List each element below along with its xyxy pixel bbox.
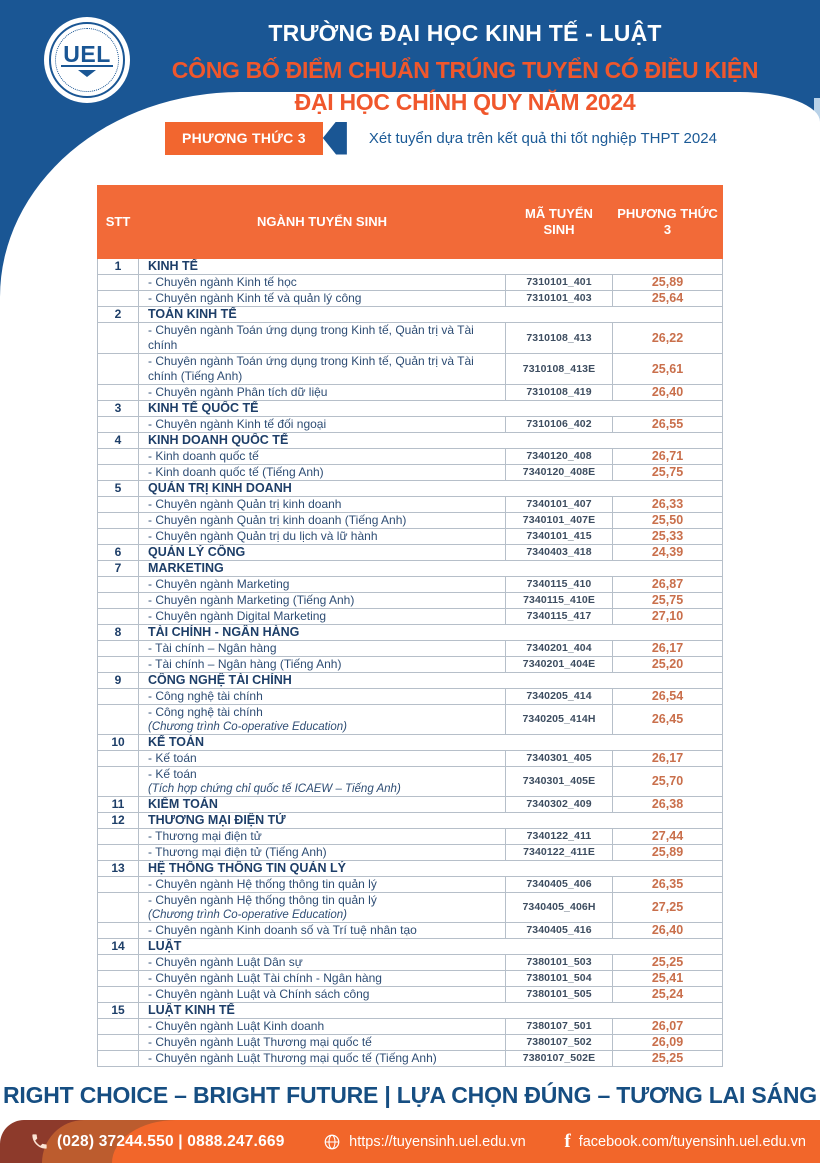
major-name: THƯƠNG MẠI ĐIỆN TỬ (148, 813, 286, 827)
major-name: - Thương mại điện tử (Tiếng Anh) (148, 845, 327, 859)
name-cell (139, 449, 506, 465)
score-cell: 25,24 (613, 987, 723, 1003)
school-name: TRƯỜNG ĐẠI HỌC KINH TẾ - LUẬT (268, 20, 662, 46)
score-cell: 26,22 (613, 323, 723, 354)
score-cell: 25,75 (613, 465, 723, 481)
major-row (98, 923, 723, 939)
code-cell: 7340301_405 (506, 751, 613, 767)
code-cell: 7310108_419 (506, 385, 613, 401)
major-group-row (98, 673, 723, 689)
stt-cell (98, 1035, 139, 1051)
score-cell: 25,89 (613, 845, 723, 861)
code-cell: 7340101_407 (506, 497, 613, 513)
slogan: RIGHT CHOICE – BRIGHT FUTURE | LỰA CHỌN ĐÚNG – TƯƠNG LAI SÁNG (2, 1082, 817, 1108)
name-cell (139, 893, 506, 923)
name-cell (139, 497, 506, 513)
major-name: - Chuyên ngành Luật Kinh doanh (148, 1019, 325, 1033)
name-cell (139, 307, 723, 323)
stt-cell (98, 705, 139, 735)
stt-cell: 11 (98, 797, 139, 813)
code-cell: 7340403_418 (506, 545, 613, 561)
major-name: - Chuyên ngành Kinh tế và quản lý công (148, 291, 362, 305)
score-cell: 25,64 (613, 291, 723, 307)
stt-cell (98, 1019, 139, 1035)
major-row (98, 987, 723, 1003)
major-group-row (98, 625, 723, 641)
major-group-row (98, 797, 723, 813)
major-row (98, 417, 723, 433)
major-note: (Chương trình Co-operative Education) (148, 909, 347, 921)
major-group-row (98, 307, 723, 323)
university-logo (44, 17, 130, 103)
name-cell (139, 705, 506, 735)
major-note: (Chương trình Co-operative Education) (148, 721, 347, 733)
major-name: KINH TẾ (148, 259, 198, 273)
name-cell (139, 577, 506, 593)
col-header-phuong-thuc-number: 3 (663, 222, 672, 237)
code-cell: 7340405_416 (506, 923, 613, 939)
name-cell (139, 751, 506, 767)
stt-cell: 3 (98, 401, 139, 417)
logo-monogram (44, 17, 130, 103)
major-name: TOÁN KINH TẾ (148, 307, 237, 321)
col-header-phuong-thuc (613, 186, 723, 259)
code-cell: 7380101_505 (506, 987, 613, 1003)
stt-cell (98, 877, 139, 893)
name-cell (139, 861, 723, 877)
code-cell: 7340122_411 (506, 829, 613, 845)
major-group-row (98, 1003, 723, 1019)
major-row (98, 465, 723, 481)
name-cell (139, 354, 506, 385)
major-row (98, 275, 723, 291)
name-cell (139, 465, 506, 481)
name-cell (139, 735, 723, 751)
name-cell (139, 657, 506, 673)
stt-cell: 2 (98, 307, 139, 323)
stt-cell (98, 641, 139, 657)
name-cell (139, 385, 506, 401)
major-name: - Chuyên ngành Hệ thống thông tin quản lý (148, 893, 377, 907)
stt-cell (98, 689, 139, 705)
stt-cell (98, 1051, 139, 1067)
score-cell: 25,25 (613, 1051, 723, 1067)
code-cell: 7340201_404 (506, 641, 613, 657)
major-row (98, 593, 723, 609)
name-cell (139, 323, 506, 354)
method-badge: PHƯƠNG THỨC 3 (165, 122, 323, 155)
code-cell: 7380101_503 (506, 955, 613, 971)
stt-cell: 13 (98, 861, 139, 877)
name-cell (139, 529, 506, 545)
major-name: - Chuyên ngành Luật Thương mại quốc tế (Tiếng Anh) (148, 1051, 437, 1065)
contact-bar (0, 1120, 820, 1163)
score-cell: 26,87 (613, 577, 723, 593)
name-cell (139, 609, 506, 625)
code-cell: 7310108_413E (506, 354, 613, 385)
stt-cell (98, 513, 139, 529)
code-cell: 7340101_407E (506, 513, 613, 529)
score-cell: 26,40 (613, 923, 723, 939)
name-cell (139, 1035, 506, 1051)
major-group-row (98, 939, 723, 955)
major-row (98, 705, 723, 735)
major-group-row (98, 545, 723, 561)
major-name: - Công nghệ tài chính (148, 705, 263, 719)
major-name: - Chuyên ngành Luật Dân sự (148, 955, 303, 969)
stt-cell (98, 829, 139, 845)
stt-cell (98, 497, 139, 513)
major-row (98, 751, 723, 767)
major-name: KẾ TOÁN (148, 735, 205, 749)
name-cell (139, 545, 506, 561)
name-cell (139, 767, 506, 797)
major-note: (Tích hợp chứng chỉ quốc tế ICAEW – Tiếng Anh) (148, 783, 401, 795)
stt-cell (98, 751, 139, 767)
code-cell: 7340101_415 (506, 529, 613, 545)
code-cell: 7310101_401 (506, 275, 613, 291)
major-name: - Chuyên ngành Quản trị kinh doanh (148, 497, 342, 511)
name-cell (139, 877, 506, 893)
facebook-url: facebook.com/tuyensinh.uel.edu.vn (578, 1133, 807, 1150)
score-cell: 26,45 (613, 705, 723, 735)
stt-cell: 4 (98, 433, 139, 449)
name-cell (139, 1019, 506, 1035)
name-cell (139, 1051, 506, 1067)
admission-scores-table (97, 185, 723, 1067)
major-row (98, 291, 723, 307)
stt-cell: 5 (98, 481, 139, 497)
score-cell: 26,54 (613, 689, 723, 705)
score-cell: 25,61 (613, 354, 723, 385)
name-cell (139, 829, 506, 845)
name-cell (139, 673, 723, 689)
major-name: - Chuyên ngành Luật và Chính sách công (148, 987, 370, 1001)
major-row (98, 971, 723, 987)
code-cell: 7380101_504 (506, 971, 613, 987)
major-name: - Chuyên ngành Phân tích dữ liệu (148, 385, 328, 399)
code-cell: 7340405_406 (506, 877, 613, 893)
major-row (98, 354, 723, 385)
major-row (98, 1035, 723, 1051)
stt-cell: 1 (98, 259, 139, 275)
major-name: MARKETING (148, 561, 224, 575)
major-row (98, 513, 723, 529)
stt-cell (98, 529, 139, 545)
major-name: LUẬT (148, 939, 182, 953)
major-row (98, 877, 723, 893)
code-cell: 7340122_411E (506, 845, 613, 861)
phone-icon (30, 1132, 49, 1151)
method-description: Xét tuyển dựa trên kết quả thi tốt nghiệp THPT 2024 (368, 129, 717, 147)
major-name: - Kế toán (148, 751, 197, 765)
stt-cell (98, 417, 139, 433)
col-header-nganh: NGÀNH TUYỂN SINH (139, 186, 506, 259)
announcement-title (125, 54, 805, 118)
name-cell (139, 641, 506, 657)
major-row (98, 657, 723, 673)
score-cell: 25,33 (613, 529, 723, 545)
score-cell: 25,41 (613, 971, 723, 987)
major-name: - Kinh doanh quốc tế (Tiếng Anh) (148, 465, 324, 479)
name-cell (139, 513, 506, 529)
name-cell (139, 971, 506, 987)
major-name: - Chuyên ngành Quản trị kinh doanh (Tiếng Anh) (148, 513, 407, 527)
major-name: - Chuyên ngành Kinh tế đối ngoại (148, 417, 327, 431)
name-cell (139, 433, 723, 449)
name-cell (139, 593, 506, 609)
major-row (98, 829, 723, 845)
score-cell: 27,25 (613, 893, 723, 923)
name-cell (139, 689, 506, 705)
stt-cell: 7 (98, 561, 139, 577)
major-group-row (98, 735, 723, 751)
major-name: QUẢN TRỊ KINH DOANH (148, 481, 292, 495)
score-cell: 26,55 (613, 417, 723, 433)
contact-bar-content (0, 1120, 820, 1163)
score-cell: 26,38 (613, 797, 723, 813)
major-row (98, 689, 723, 705)
code-cell: 7340405_406H (506, 893, 613, 923)
major-row (98, 577, 723, 593)
name-cell (139, 561, 723, 577)
globe-icon (323, 1133, 341, 1151)
stt-cell (98, 609, 139, 625)
code-cell: 7340120_408E (506, 465, 613, 481)
phone-group (30, 1132, 285, 1151)
score-cell: 25,89 (613, 275, 723, 291)
header-text-block (125, 20, 805, 118)
phone-numbers: (028) 37244.550 | 0888.247.669 (57, 1132, 285, 1150)
major-row (98, 497, 723, 513)
announcement-title-line2: ĐẠI HỌC CHÍNH QUY NĂM 2024 (294, 89, 636, 115)
name-cell (139, 401, 723, 417)
major-group-row (98, 813, 723, 829)
major-row (98, 955, 723, 971)
score-cell: 25,75 (613, 593, 723, 609)
major-name: QUẢN LÝ CÔNG (148, 545, 246, 559)
major-name: - Chuyên ngành Kinh doanh số và Trí tuệ nhân tạo (148, 923, 417, 937)
logo-book-icon (78, 70, 96, 77)
major-group-row (98, 401, 723, 417)
code-cell: 7310106_402 (506, 417, 613, 433)
name-cell (139, 939, 723, 955)
table-body (98, 259, 723, 1067)
score-cell: 24,39 (613, 545, 723, 561)
major-group-row (98, 481, 723, 497)
code-cell: 7340301_405E (506, 767, 613, 797)
major-row (98, 1019, 723, 1035)
major-name: - Chuyên ngành Kinh tế học (148, 275, 297, 289)
major-row (98, 893, 723, 923)
stt-cell (98, 593, 139, 609)
name-cell (139, 417, 506, 433)
major-name: - Chuyên ngành Luật Tài chính - Ngân hàng (148, 971, 382, 985)
stt-cell: 10 (98, 735, 139, 751)
code-cell: 7340201_404E (506, 657, 613, 673)
major-name: - Tài chính – Ngân hàng (Tiếng Anh) (148, 657, 342, 671)
stt-cell (98, 987, 139, 1003)
stt-cell (98, 893, 139, 923)
major-name: - Chuyên ngành Toán ứng dụng trong Kinh tế, Quản trị và Tài chính (148, 323, 474, 352)
score-cell: 25,20 (613, 657, 723, 673)
major-name: KIỂM TOÁN (148, 797, 218, 811)
major-row (98, 529, 723, 545)
score-cell: 25,70 (613, 767, 723, 797)
code-cell: 7340115_410E (506, 593, 613, 609)
score-cell: 25,50 (613, 513, 723, 529)
stt-cell (98, 767, 139, 797)
major-group-row (98, 861, 723, 877)
score-cell: 26,09 (613, 1035, 723, 1051)
name-cell (139, 813, 723, 829)
major-name: - Chuyên ngành Luật Thương mại quốc tế (148, 1035, 372, 1049)
name-cell (139, 955, 506, 971)
code-cell: 7380107_501 (506, 1019, 613, 1035)
name-cell (139, 259, 723, 275)
major-name: - Kinh doanh quốc tế (148, 449, 259, 463)
major-group-row (98, 561, 723, 577)
stt-cell (98, 923, 139, 939)
major-name: HỆ THỐNG THÔNG TIN QUẢN LÝ (148, 861, 346, 875)
stt-cell: 14 (98, 939, 139, 955)
score-cell: 26,17 (613, 751, 723, 767)
code-cell: 7340115_410 (506, 577, 613, 593)
facebook-icon: f (564, 1130, 571, 1152)
major-row (98, 609, 723, 625)
stt-cell (98, 323, 139, 354)
code-cell: 7340115_417 (506, 609, 613, 625)
score-cell: 26,35 (613, 877, 723, 893)
stt-cell (98, 657, 139, 673)
major-group-row (98, 259, 723, 275)
score-cell: 27,44 (613, 829, 723, 845)
score-cell: 26,17 (613, 641, 723, 657)
stt-cell (98, 275, 139, 291)
stt-cell (98, 845, 139, 861)
code-cell: 7340302_409 (506, 797, 613, 813)
major-row (98, 323, 723, 354)
major-name: - Chuyên ngành Quản trị du lịch và lữ hành (148, 529, 378, 543)
major-row (98, 1051, 723, 1067)
major-name: KINH DOANH QUỐC TẾ (148, 433, 289, 447)
stt-cell (98, 354, 139, 385)
major-name: - Chuyên ngành Digital Marketing (148, 609, 327, 623)
col-header-phuong-thuc-label: PHƯƠNG THỨC (617, 206, 718, 221)
major-row (98, 767, 723, 797)
code-cell: 7340205_414 (506, 689, 613, 705)
code-cell: 7380107_502E (506, 1051, 613, 1067)
table-header-row (98, 186, 723, 259)
name-cell (139, 923, 506, 939)
stt-cell: 6 (98, 545, 139, 561)
name-cell (139, 797, 506, 813)
major-name: TÀI CHÍNH - NGÂN HÀNG (148, 625, 300, 639)
stt-cell (98, 955, 139, 971)
major-name: CÔNG NGHỆ TÀI CHÍNH (148, 673, 292, 687)
code-cell: 7310101_403 (506, 291, 613, 307)
major-row (98, 845, 723, 861)
code-cell: 7340205_414H (506, 705, 613, 735)
stt-cell (98, 971, 139, 987)
major-row (98, 385, 723, 401)
ribbon-arrow-icon (323, 122, 347, 155)
major-name: - Thương mại điện tử (148, 829, 262, 843)
score-cell: 26,07 (613, 1019, 723, 1035)
announcement-title-line1: CÔNG BỐ ĐIỂM CHUẨN TRÚNG TUYỂN CÓ ĐIỀU KIỆN (171, 57, 759, 83)
name-cell (139, 845, 506, 861)
method-row (165, 121, 717, 155)
facebook-group (564, 1130, 807, 1152)
score-cell: 25,25 (613, 955, 723, 971)
stt-cell: 12 (98, 813, 139, 829)
name-cell (139, 291, 506, 307)
major-name: - Chuyên ngành Marketing (Tiếng Anh) (148, 593, 355, 607)
stt-cell: 8 (98, 625, 139, 641)
name-cell (139, 625, 723, 641)
stt-cell: 15 (98, 1003, 139, 1019)
website-group (323, 1133, 526, 1151)
major-row (98, 641, 723, 657)
major-name: LUẬT KINH TẾ (148, 1003, 235, 1017)
score-cell: 26,33 (613, 497, 723, 513)
score-cell: 26,40 (613, 385, 723, 401)
stt-cell: 9 (98, 673, 139, 689)
logo-uel-text: UEL (63, 41, 111, 67)
website-url: https://tuyensinh.uel.edu.vn (349, 1133, 526, 1150)
major-name: KINH TẾ QUỐC TẾ (148, 401, 259, 415)
name-cell (139, 1003, 723, 1019)
stt-cell (98, 291, 139, 307)
col-header-ma: MÃ TUYỂN SINH (506, 186, 613, 259)
major-name: - Chuyên ngành Hệ thống thông tin quản lý (148, 877, 377, 891)
col-header-stt: STT (98, 186, 139, 259)
major-name: - Chuyên ngành Toán ứng dụng trong Kinh tế, Quản trị và Tài chính (Tiếng Anh) (148, 354, 474, 383)
stt-cell (98, 449, 139, 465)
score-cell: 27,10 (613, 609, 723, 625)
name-cell (139, 275, 506, 291)
code-cell: 7380107_502 (506, 1035, 613, 1051)
major-group-row (98, 433, 723, 449)
stt-cell (98, 465, 139, 481)
code-cell: 7310108_413 (506, 323, 613, 354)
major-name: - Công nghệ tài chính (148, 689, 263, 703)
code-cell: 7340120_408 (506, 449, 613, 465)
major-row (98, 449, 723, 465)
major-name: - Kế toán (148, 767, 197, 781)
score-cell: 26,71 (613, 449, 723, 465)
name-cell (139, 481, 723, 497)
stt-cell (98, 385, 139, 401)
stt-cell (98, 577, 139, 593)
major-name: - Tài chính – Ngân hàng (148, 641, 277, 655)
name-cell (139, 987, 506, 1003)
major-name: - Chuyên ngành Marketing (148, 577, 290, 591)
